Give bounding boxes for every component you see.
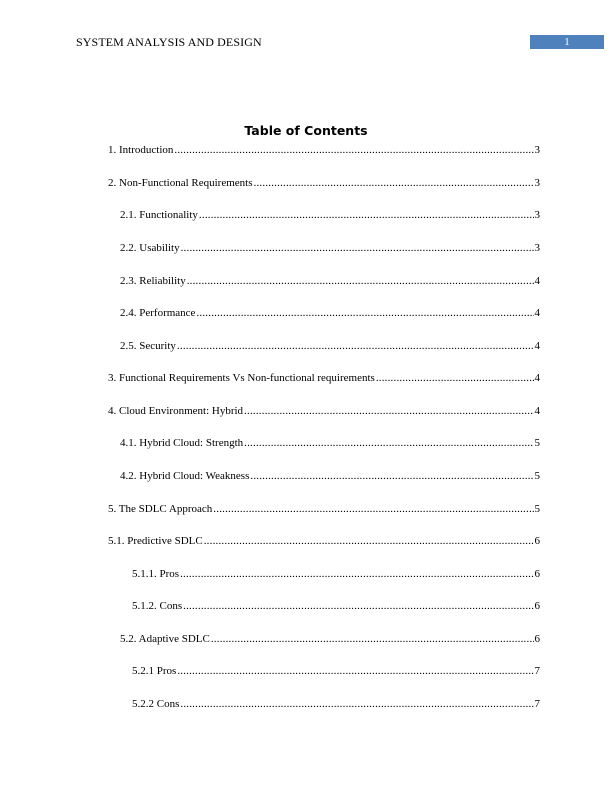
toc-entry-page: 4 bbox=[534, 275, 540, 287]
toc-entry[interactable] bbox=[108, 404, 540, 418]
toc-dot-leader bbox=[250, 469, 533, 483]
toc-dot-leader bbox=[213, 502, 533, 516]
toc-entry-page: 3 bbox=[534, 242, 540, 254]
toc-entry[interactable] bbox=[108, 371, 540, 385]
toc-entry-label: 5.1.2. Cons bbox=[132, 600, 183, 612]
toc-entry[interactable] bbox=[120, 339, 540, 353]
toc-entry-label: 5. The SDLC Approach bbox=[108, 503, 213, 515]
toc-entry[interactable] bbox=[120, 436, 540, 450]
toc-entry-page: 3 bbox=[534, 177, 540, 189]
toc-dot-leader bbox=[199, 208, 534, 222]
toc-dot-leader bbox=[204, 534, 534, 548]
toc-entry-page: 5 bbox=[534, 470, 540, 482]
toc-dot-leader bbox=[174, 143, 533, 157]
toc-entry-label: 4.2. Hybrid Cloud: Weakness bbox=[120, 470, 250, 482]
toc-entry-label: 5.2.2 Cons bbox=[132, 698, 180, 710]
toc-entry-page: 4 bbox=[534, 405, 540, 417]
toc-dot-leader bbox=[244, 436, 533, 450]
toc-entry[interactable] bbox=[108, 534, 540, 548]
toc-entry-page: 6 bbox=[534, 600, 540, 612]
toc-entry-label: 2.5. Security bbox=[120, 340, 176, 352]
toc-entry-label: 2.3. Reliability bbox=[120, 275, 186, 287]
toc-dot-leader bbox=[196, 306, 533, 320]
toc-dot-leader bbox=[211, 632, 534, 646]
toc-entry-label: 5.2.1 Pros bbox=[132, 665, 177, 677]
toc-entry-label: 1. Introduction bbox=[108, 144, 174, 156]
toc-entry-page: 6 bbox=[534, 568, 540, 580]
toc-entry-label: 3. Functional Requirements Vs Non-functional requirements bbox=[108, 372, 375, 384]
toc-entry-label: 2.1. Functionality bbox=[120, 209, 198, 221]
toc-title: Table of Contents bbox=[244, 123, 368, 138]
toc-entry-page: 6 bbox=[534, 535, 540, 547]
toc-entry-page: 7 bbox=[534, 665, 540, 677]
toc-entry[interactable] bbox=[132, 599, 540, 613]
toc-entry-page: 6 bbox=[534, 633, 540, 645]
toc-entry[interactable] bbox=[132, 664, 540, 678]
toc-entry-page: 5 bbox=[534, 437, 540, 449]
running-header-title: SYSTEM ANALYSIS AND DESIGN bbox=[76, 35, 262, 49]
toc-entry[interactable] bbox=[120, 306, 540, 320]
toc-entry[interactable] bbox=[108, 502, 540, 516]
toc-entry-label: 5.2. Adaptive SDLC bbox=[120, 633, 210, 645]
toc-entry[interactable] bbox=[120, 274, 540, 288]
toc-dot-leader bbox=[376, 371, 534, 385]
toc-entry[interactable] bbox=[120, 469, 540, 483]
toc-entry[interactable] bbox=[120, 632, 540, 646]
toc-entry-page: 5 bbox=[534, 503, 540, 515]
toc-entry-page: 7 bbox=[534, 698, 540, 710]
toc-entry[interactable] bbox=[108, 143, 540, 157]
toc-dot-leader bbox=[180, 697, 533, 711]
toc-entry-page: 4 bbox=[534, 307, 540, 319]
toc-dot-leader bbox=[244, 404, 533, 418]
toc-dot-leader bbox=[183, 599, 533, 613]
toc-entry[interactable] bbox=[132, 567, 540, 581]
toc-entry-page: 4 bbox=[534, 340, 540, 352]
page-number-badge: 1 bbox=[530, 35, 604, 49]
toc-entry-label: 4. Cloud Environment: Hybrid bbox=[108, 405, 244, 417]
toc-entry-page: 3 bbox=[534, 144, 540, 156]
toc-entry[interactable] bbox=[108, 176, 540, 190]
toc-entry-label: 5.1.1. Pros bbox=[132, 568, 180, 580]
toc-dot-leader bbox=[177, 664, 533, 678]
toc-entry-label: 4.1. Hybrid Cloud: Strength bbox=[120, 437, 244, 449]
toc-entry-page: 4 bbox=[534, 372, 540, 384]
toc-entry-page: 3 bbox=[534, 209, 540, 221]
toc-entry-label: 5.1. Predictive SDLC bbox=[108, 535, 203, 547]
toc-dot-leader bbox=[187, 274, 534, 288]
toc-dot-leader bbox=[254, 176, 534, 190]
toc-entry[interactable] bbox=[132, 697, 540, 711]
toc-entry[interactable] bbox=[120, 241, 540, 255]
toc-entry-label: 2.2. Usability bbox=[120, 242, 180, 254]
toc-entry-label: 2. Non-Functional Requirements bbox=[108, 177, 253, 189]
toc-dot-leader bbox=[180, 567, 533, 581]
toc-dot-leader bbox=[181, 241, 534, 255]
toc-dot-leader bbox=[177, 339, 534, 353]
toc-entry[interactable] bbox=[120, 208, 540, 222]
toc-entry-label: 2.4. Performance bbox=[120, 307, 196, 319]
